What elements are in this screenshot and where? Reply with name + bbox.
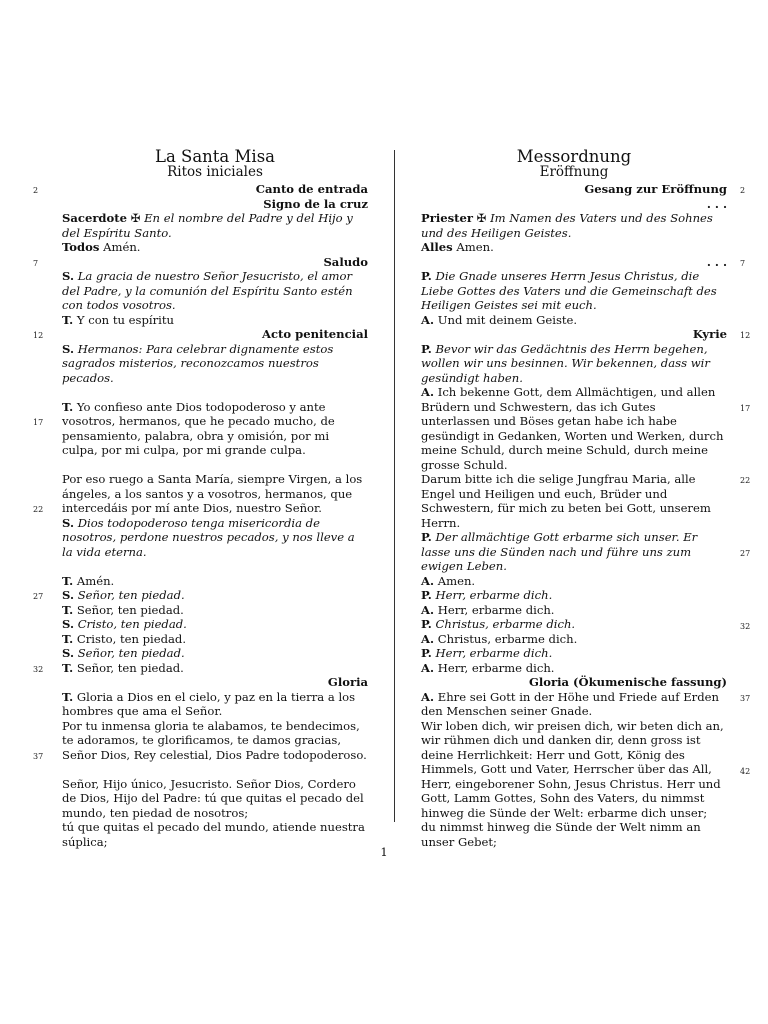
speaker-label: S.	[62, 269, 74, 283]
saludo-line	[62, 269, 368, 313]
speaker-label: P.	[421, 269, 432, 283]
kyrie-line-5	[62, 646, 368, 661]
gloria-text: Señor, Hijo único, Jesucristo. Señor Dios, Cordero de Dios, Hijo del Padre: tú que quitas el pecado del mundo, ten piedad de nosotros;	[62, 776, 364, 820]
priester-line	[421, 211, 727, 240]
kyrie-line-6	[62, 661, 368, 676]
gloria-text: Ehre sei Gott in der Höhe und Friede auf Erden den Menschen seiner Gnade.	[421, 689, 719, 718]
kyrie-line-4	[421, 632, 727, 647]
gnade-text: Die Gnade unseres Herrn Jesus Christus, die Liebe Gottes des Vaters und die Gemeinschaft des Heiligen Geistes sei mit euch.	[421, 269, 717, 312]
bekenne-line	[421, 385, 727, 472]
heading-gloria: Gloria	[327, 675, 368, 689]
acto-line	[62, 342, 368, 386]
line-number: 27	[33, 592, 44, 601]
amen-text: Amén.	[76, 573, 115, 588]
gnade-line	[421, 269, 727, 313]
kyrie-text: Herr, erbarme dich.	[437, 660, 555, 675]
gloria-line-2	[62, 719, 368, 763]
absolucion-line	[62, 516, 368, 560]
speaker-label: P.	[421, 617, 432, 631]
ruego-text: Por eso ruego a Santa María, siempre Virgen, a los ángeles, a los santos y a vosotros, hermanos, que intercedáis por mí ante Dios, nuestro Señor.	[62, 472, 363, 515]
speaker-label: S.	[62, 588, 74, 602]
saludo-response	[62, 313, 368, 328]
speaker-label: T.	[62, 312, 74, 327]
bevor-text: Bevor wir das Gedächtnis des Herrn begehen, wollen wir uns besinnen. Wir bekennen, dass wir gesündigt haben.	[421, 341, 710, 385]
kyrie-text: Cristo, ten piedad.	[76, 631, 187, 646]
speaker-label: P.	[421, 341, 432, 356]
heading-dots-1: . . .	[706, 196, 727, 211]
kyrie-text: Christus, erbarme dich.	[435, 617, 576, 631]
sacerdote-line	[62, 211, 368, 240]
kyrie-text: Cristo, ten piedad.	[77, 617, 187, 631]
amen-line	[62, 574, 368, 589]
priester-text: Im Namen des Vaters und des Sohnes und des Heiligen Geistes.	[421, 211, 713, 240]
speaker-label: A.	[421, 689, 435, 704]
alles-line	[421, 240, 727, 255]
kyrie-line-6	[421, 661, 727, 676]
todos-line	[62, 240, 368, 255]
amen-text: Amen.	[437, 573, 476, 588]
gloria-text: Por tu inmensa gloria te alabamos, te bendecimos, te adoramos, te glorificamos, te damos gracias, Señor Dios, Rey celestial, Dios Padre todopoderoso.	[62, 718, 367, 762]
line-number: 17	[33, 418, 44, 427]
line-number: 22	[740, 476, 751, 485]
speaker-label: A.	[421, 573, 435, 588]
speaker-label: Priester	[421, 211, 473, 225]
line-number: 2	[740, 186, 746, 195]
gloria-line	[421, 690, 727, 719]
kyrie-line-2	[62, 603, 368, 618]
line-number: 42	[740, 767, 751, 776]
line-number: 12	[33, 331, 44, 340]
saludo-response-text: Y con tu espíritu	[76, 312, 174, 327]
line-number: 17	[740, 404, 751, 413]
heading-dots-2: . . .	[706, 254, 727, 269]
line-number: 2	[33, 186, 39, 195]
kyrie-line-1	[421, 588, 727, 603]
speaker-label: P.	[421, 588, 432, 602]
line-number: 32	[33, 665, 44, 674]
kyrie-line-5	[421, 646, 727, 661]
heading-gloria: Gloria (Ökumenische fassung)	[528, 675, 727, 689]
speaker-label: T.	[62, 399, 74, 414]
cross-icon: ✠	[130, 211, 141, 225]
kyrie-text: Herr, erbarme dich.	[437, 602, 555, 617]
german-subtitle: Eröffnung	[539, 164, 609, 180]
line-number: 27	[740, 549, 751, 558]
erbarme-line	[421, 530, 727, 574]
speaker-label: P.	[421, 530, 432, 544]
line-number: 37	[33, 752, 44, 761]
kyrie-text: Señor, ten piedad.	[76, 660, 184, 675]
speaker-label: Todos	[62, 240, 100, 254]
speaker-label: S.	[62, 646, 74, 660]
speaker-label: P.	[421, 646, 432, 660]
speaker-label: T.	[62, 689, 74, 704]
cross-icon: ✠	[476, 211, 487, 225]
kyrie-text: Señor, ten piedad.	[76, 602, 184, 617]
darum-line	[421, 472, 727, 530]
todos-text: Amén.	[103, 240, 141, 254]
gloria-text: tú que quitas el pecado del mundo, atiende nuestra súplica;	[62, 820, 365, 849]
sacerdote-text: En el nombre del Padre y del Hijo y del Espíritu Santo.	[62, 211, 353, 240]
speaker-label: T.	[62, 602, 74, 617]
speaker-label: A.	[421, 660, 435, 675]
saludo-text: La gracia de nuestro Señor Jesucristo, el amor del Padre, y la comunión del Espíritu Santo estén con todos vosotros.	[62, 269, 353, 312]
gloria-text: Herr, eingeborener Sohn, Jesus Christus. Herr und Gott, Lamm Gottes, Sohn des Vaters, du nimmst hinweg die Sünde der Welt: erbarme dich unser;	[421, 776, 721, 820]
gloria-text: Wir loben dich, wir preisen dich, wir beten dich an, wir rühmen dich und danken dir, denn gross ist deine Herrlichkeit: Herr und Gott, König des Himmels, Gott und Vater, Herrscher über das All,	[421, 718, 724, 776]
page-number: 1	[380, 845, 388, 859]
heading-signo: Signo de la cruz	[263, 196, 368, 211]
spanish-title: La Santa Misa	[155, 147, 275, 166]
speaker-label: A.	[421, 602, 435, 617]
line-number: 12	[740, 331, 751, 340]
acto-text: Hermanos: Para celebrar dignamente estos sagrados misterios, reconozcamos nuestros pecados.	[62, 341, 334, 385]
kyrie-line-4	[62, 632, 368, 647]
spanish-column	[62, 148, 368, 849]
kyrie-text: Señor, ten piedad.	[77, 646, 185, 660]
gnade-response-text: Und mit deinem Geiste.	[437, 312, 578, 327]
line-number: 22	[33, 505, 44, 514]
bekenne-text: Ich bekenne Gott, dem Allmächtigen, und allen Brüdern und Schwestern, das ich Gutes unterlassen und Böses getan habe ich habe gesündigt in Gedanken, Worten und Werken, durch meine Schuld, durch meine Schuld, durch meine grosse Schuld.	[421, 385, 724, 472]
gloria-line-3	[421, 777, 727, 821]
gloria-text: Gloria a Dios en el cielo, y paz en la tierra a los hombres que ama el Señor.	[62, 689, 356, 718]
heading-saludo: Saludo	[323, 254, 368, 269]
speaker-label: T.	[62, 660, 74, 675]
heading-canto: Canto de entrada	[255, 182, 368, 196]
absolucion-text: Dios todopoderoso tenga misericordia de nosotros, perdone nuestros pecados, y nos lleve a la vida eterna.	[62, 515, 355, 559]
column-divider	[394, 150, 395, 822]
speaker-label: A.	[421, 385, 435, 399]
alles-text: Amen.	[456, 240, 494, 254]
gnade-response	[421, 313, 727, 328]
speaker-label: A.	[421, 631, 435, 646]
kyrie-text: Señor, ten piedad.	[77, 588, 185, 602]
heading-gesang: Gesang zur Eröffnung	[584, 182, 727, 196]
speaker-label: S.	[62, 341, 74, 356]
german-column	[421, 148, 727, 849]
line-number: 37	[740, 694, 751, 703]
german-title: Messordnung	[516, 147, 632, 166]
bevor-line	[421, 342, 727, 386]
confieso-text: Yo confieso ante Dios todopoderoso y ante vosotros, hermanos, que he pecado mucho, de pensamiento, palabra, obra y omisión, por mi culpa, por mi culpa, por mi grande culpa.	[62, 399, 335, 457]
spanish-subtitle: Ritos iniciales	[167, 164, 263, 180]
line-number: 7	[740, 259, 746, 268]
speaker-label: S.	[62, 515, 74, 530]
heading-acto: Acto penitencial	[261, 327, 368, 341]
gloria-line-3	[62, 777, 368, 821]
amen-line	[421, 574, 727, 589]
confieso-line	[62, 400, 368, 458]
gloria-line-2	[421, 719, 727, 777]
erbarme-text: Der allmächtige Gott erbarme sich unser. Er lasse uns die Sünden nach und führe uns zum ewigen Leben.	[421, 530, 698, 573]
speaker-label: T.	[62, 631, 74, 646]
kyrie-text: Herr, erbarme dich.	[435, 646, 553, 660]
darum-text: Darum bitte ich die selige Jungfrau Maria, alle Engel und Heiligen und euch, Brüder und Schwestern, für mich zu beten bei Gott, unserem Herrn.	[421, 472, 711, 530]
speaker-label: Sacerdote	[62, 211, 127, 225]
gloria-text: du nimmst hinweg die Sünde der Welt nimm an unser Gebet;	[421, 820, 701, 849]
line-number: 32	[740, 622, 751, 631]
kyrie-line-3	[421, 617, 727, 632]
speaker-label: Alles	[421, 240, 453, 254]
heading-kyrie: Kyrie	[692, 327, 727, 341]
kyrie-line-1	[62, 588, 368, 603]
ruego-line	[62, 472, 368, 516]
kyrie-line-2	[421, 603, 727, 618]
speaker-label: S.	[62, 617, 74, 631]
speaker-label: A.	[421, 312, 435, 327]
line-number: 7	[33, 259, 39, 268]
speaker-label: T.	[62, 573, 74, 588]
kyrie-text: Herr, erbarme dich.	[435, 588, 553, 602]
kyrie-line-3	[62, 617, 368, 632]
gloria-line	[62, 690, 368, 719]
kyrie-text: Christus, erbarme dich.	[437, 631, 578, 646]
